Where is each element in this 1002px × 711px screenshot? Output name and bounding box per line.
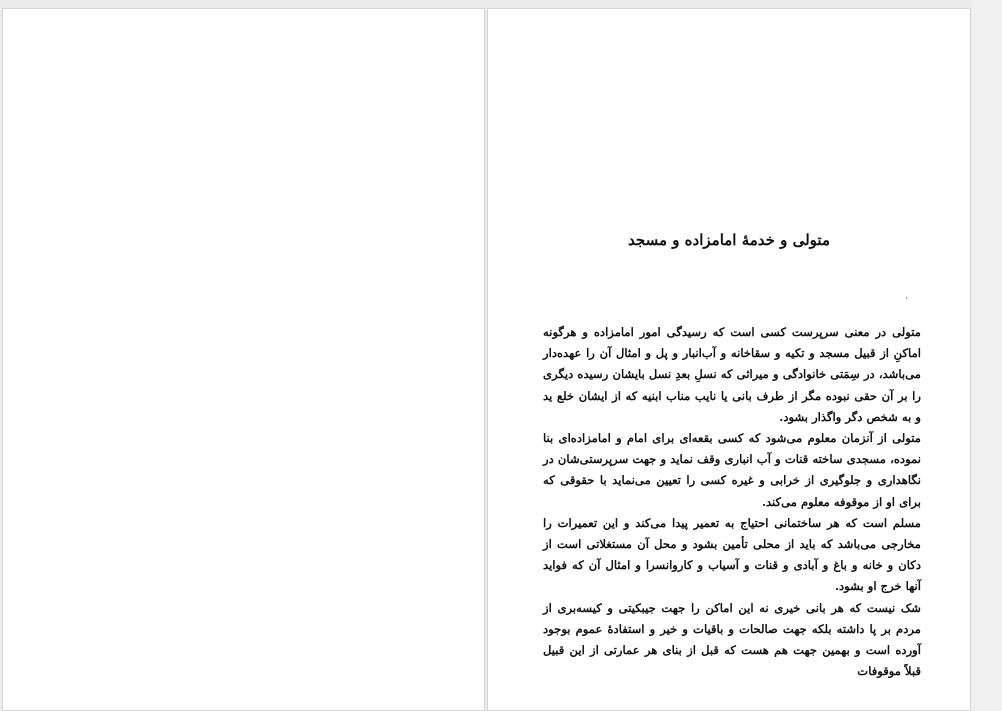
page-title: متولی و خدمهٔ امامزاده و مسجد bbox=[628, 231, 830, 249]
left-page bbox=[2, 8, 485, 711]
stray-mark: ˙ bbox=[904, 297, 909, 308]
scroll-gutter[interactable] bbox=[971, 0, 1002, 711]
paragraph-1: متولی در معنی سرپرست کسی است که رسیدگی امور امامزاده و هرگونه اماکنِ از قبیل مسجد و تکیه و سقاخانه و آب‌انبار و پل و امثال آن را عهده‌دار می‌باشد، در سِمَتی خانوادگی و میراثی که نسلِ بعدِ نسل بایشان رسیده دیگری را بر آن حقی نبوده مگر از طرف بانی یا نایب مناب ابنیه که از ایشان خلع ید و به شخص دگر واگذار بشود. bbox=[543, 325, 921, 424]
right-page bbox=[487, 8, 971, 711]
paragraph-4: شک نیست که هر بانی خیری نه این اماکن را جهت جیبکیتی و کیسه‌بری از مردم بر پا داشته بلکه جهت صالحات و باقیات و خیر و استفادهٔ عموم بوجود آورده است و بهمین جهت هم هست که قبل از بنای هر عمارتی از این قبیل قبلاً موقوفات bbox=[543, 600, 921, 679]
paragraph-3: مسلم است که هر ساختمانی احتیاج به تعمیر پیدا می‌کند و این تعمیرات را مخارجی می‌باشد که باید از محلی تأمین بشود و محل آن مستغلاتی است از دکان و خانه و باغ و آبادی و قنات و آسیاب و کاروانسرا و امثال آن که فواید آنها خرج او بشود. bbox=[543, 515, 921, 594]
paragraph-2: متولی از آنزمان معلوم می‌شود که کسی بقعه‌ای برای امام و امامزاده‌ای بنا نموده، مسجدی ساخته قنات و آب انباری وقف نماید و جهت سرپرستی‌شان در نگاهداری و جلوگیری از خرابی و غیره کسی را تعیین می‌نماید با حقوقی که برای او از موقوفه معلوم می‌کند. bbox=[543, 431, 921, 509]
body-text bbox=[543, 322, 921, 682]
